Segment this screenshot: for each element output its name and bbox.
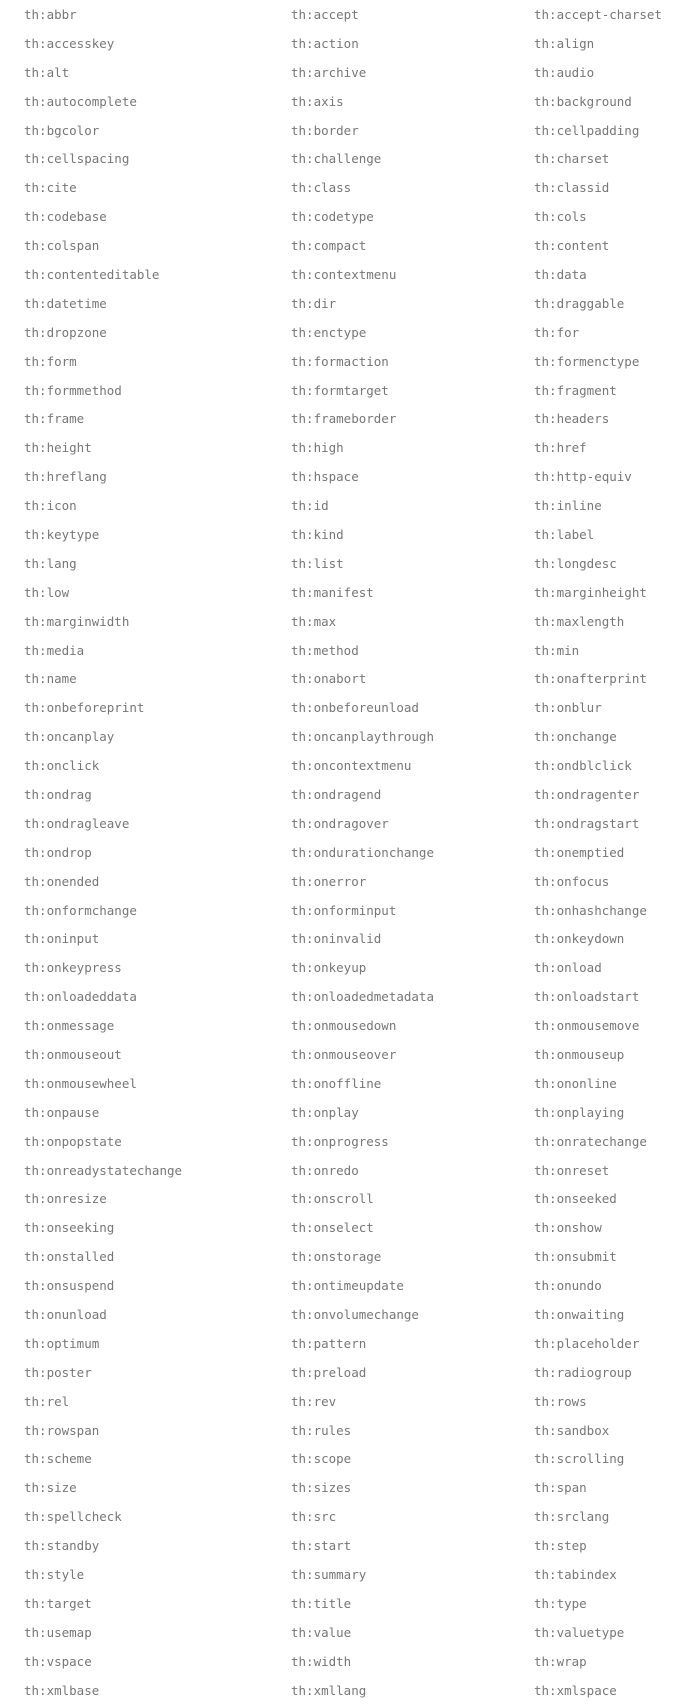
attribute-name: th:onoffline [291,1075,382,1091]
attribute-name: th:onbeforeunload [291,700,419,716]
table-row [0,1156,682,1185]
table-row [0,1242,682,1271]
table-row [0,867,682,896]
attribute-name: th:onload [534,960,602,976]
table-row [0,347,682,376]
attribute-name: th:low [24,584,70,600]
attribute-name: th:onplay [291,1104,359,1120]
attribute-name: th:rel [24,1393,70,1409]
attribute-name: th:onclick [24,758,100,774]
table-row [0,260,682,289]
attribute-name: th:onmessage [24,1018,115,1034]
attribute-name: th:manifest [291,584,374,600]
attribute-name: th:onkeyup [291,960,367,976]
table-row [0,1127,682,1156]
table-row [0,1300,682,1329]
table-row [0,693,682,722]
attribute-name: th:onforminput [291,902,397,918]
table-row [0,1040,682,1069]
table-row [0,1185,682,1214]
attribute-name: th:onundo [534,1278,602,1294]
attribute-name: th:onpause [24,1104,100,1120]
attribute-name: th:http-equiv [534,469,632,485]
attribute-name: th:background [534,93,632,109]
attribute-name: th:xmlspace [534,1682,617,1698]
attribute-name: th:oninput [24,931,100,947]
table-row [0,982,682,1011]
attribute-name: th:scope [291,1451,352,1467]
attribute-name: th:poster [24,1364,92,1380]
attribute-name: th:valuetype [534,1624,625,1640]
table-row [0,607,682,636]
attribute-name: th:ononline [534,1075,617,1091]
attribute-name: th:width [291,1653,352,1669]
table-row [0,1358,682,1387]
attribute-name: th:cols [534,209,587,225]
attribute-name: th:onkeypress [24,960,122,976]
attribute-name: th:draggable [534,295,625,311]
table-row [0,202,682,231]
attribute-name: th:onsuspend [24,1278,115,1294]
attribute-name: th:marginwidth [24,613,130,629]
table-row [0,404,682,433]
attribute-name: th:wrap [534,1653,587,1669]
attribute-name: th:ondblclick [534,758,632,774]
attribute-name: th:onstalled [24,1249,115,1265]
attribute-name: th:optimum [24,1335,100,1351]
attribute-name: th:list [291,555,344,571]
attribute-name: th:target [24,1595,92,1611]
table-row [0,462,682,491]
attribute-name: th:vspace [24,1653,92,1669]
table-row [0,1502,682,1531]
attribute-name: th:onloadstart [534,989,640,1005]
attribute-name: th:onsubmit [534,1249,617,1265]
attribute-name: th:oninvalid [291,931,382,947]
attribute-name: th:tabindex [534,1567,617,1583]
table-row [0,1271,682,1300]
table-row [0,1473,682,1502]
attribute-name: th:size [24,1480,77,1496]
attribute-name: th:rowspan [24,1422,100,1438]
attribute-name: th:oncanplaythrough [291,729,434,745]
table-row [0,58,682,87]
attribute-name: th:id [291,498,329,514]
attribute-name: th:max [291,613,337,629]
attribute-name: th:xmllang [291,1682,367,1698]
attribute-name: th:title [291,1595,352,1611]
attribute-name: th:onstorage [291,1249,382,1265]
table-row [0,578,682,607]
attribute-name: th:kind [291,526,344,542]
attribute-name: th:alt [24,64,70,80]
attribute-name: th:radiogroup [534,1364,632,1380]
table-row [0,1676,682,1705]
table-row [0,318,682,347]
attribute-name: th:onscroll [291,1191,374,1207]
table-row [0,636,682,665]
attribute-name: th:marginheight [534,584,647,600]
attribute-name: th:onseeked [534,1191,617,1207]
attribute-name: th:contenteditable [24,266,160,282]
table-row [0,144,682,173]
attribute-name: th:xmlbase [24,1682,100,1698]
attribute-name: th:onbeforeprint [24,700,145,716]
attribute-name: th:onemptied [534,844,625,860]
attribute-name: th:datetime [24,295,107,311]
attribute-name: th:onloadedmetadata [291,989,434,1005]
table-row [0,1531,682,1560]
attribute-name: th:onblur [534,700,602,716]
table-row [0,838,682,867]
attribute-name: th:content [534,238,610,254]
table-row [0,1069,682,1098]
attribute-name: th:value [291,1624,352,1640]
attribute-name: th:style [24,1567,85,1583]
table-row [0,0,682,29]
attribute-name: th:keytype [24,526,100,542]
attribute-name: th:onfocus [534,873,610,889]
table-row [0,664,682,693]
attribute-name: th:rev [291,1393,337,1409]
attribute-name: th:form [24,353,77,369]
attribute-name: th:formtarget [291,382,389,398]
attribute-name: th:method [291,642,359,658]
attribute-name: th:ondragend [291,786,382,802]
attribute-name: th:ondrop [24,844,92,860]
table-row [0,231,682,260]
table-row [0,376,682,405]
attribute-name: th:axis [291,93,344,109]
attribute-name: th:data [534,266,587,282]
attribute-name: th:onresize [24,1191,107,1207]
attribute-name: th:cellspacing [24,151,130,167]
attribute-name: th:onabort [291,671,367,687]
attribute-name: th:icon [24,498,77,514]
table-row [0,1647,682,1676]
attribute-name: th:ondrag [24,786,92,802]
attribute-name: th:ondragenter [534,786,640,802]
table-row [0,433,682,462]
attribute-name: th:frame [24,411,85,427]
table-row [0,1098,682,1127]
attribute-name: th:formenctype [534,353,640,369]
table-row [0,1560,682,1589]
attribute-name: th:dropzone [24,324,107,340]
attribute-name: th:onended [24,873,100,889]
attribute-name: th:start [291,1538,352,1554]
attribute-name: th:onmouseover [291,1047,397,1062]
attribute-name: th:cite [24,180,77,196]
attribute-name: th:onunload [24,1307,107,1323]
table-row [0,809,682,838]
attribute-name: th:charset [534,151,610,167]
attribute-name: th:contextmenu [291,266,397,282]
attribute-name: th:dir [291,295,337,311]
attribute-name: th:onmousemove [534,1018,640,1034]
attribute-name: th:accept-charset [534,6,662,22]
attribute-name: th:challenge [291,151,382,167]
attribute-name: th:formaction [291,353,389,369]
attribute-name: th:min [534,642,580,658]
attribute-name: th:name [24,671,77,687]
attribute-name: th:onplaying [534,1104,625,1120]
attribute-name: th:maxlength [534,613,625,629]
attribute-name: th:type [534,1595,587,1611]
table-row [0,87,682,116]
attribute-name: th:step [534,1538,587,1554]
attribute-name: th:height [24,440,92,456]
attribute-name: th:summary [291,1567,367,1583]
attribute-name: th:href [534,440,587,456]
attribute-name: th:sandbox [534,1422,610,1438]
attribute-name: th:label [534,526,595,542]
attribute-name: th:autocomplete [24,93,137,109]
table-row [0,549,682,578]
attribute-name: th:longdesc [534,555,617,571]
table-row [0,780,682,809]
attribute-name: th:media [24,642,85,658]
attribute-name: th:abbr [24,6,77,22]
attribute-name: th:archive [291,64,367,80]
table-row [0,116,682,145]
attribute-name: th:onkeydown [534,931,625,947]
table-row [0,925,682,954]
attribute-name: th:standby [24,1538,100,1554]
attribute-name: th:onmouseup [534,1047,625,1062]
attribute-name: th:for [534,324,580,340]
table-row [0,1416,682,1445]
attribute-name: th:bgcolor [24,122,100,138]
attribute-name: th:ondragleave [24,815,130,831]
table-row [0,491,682,520]
attribute-name: th:hspace [291,469,359,485]
attribute-name: th:codebase [24,209,107,225]
attribute-name: th:formmethod [24,382,122,398]
attribute-name: th:hreflang [24,469,107,485]
attribute-name: th:onwaiting [534,1307,625,1323]
attribute-name: th:placeholder [534,1335,640,1351]
attribute-name: th:onreadystatechange [24,1162,183,1178]
attribute-name: th:class [291,180,352,196]
attribute-name: th:span [534,1480,587,1496]
table-row [0,289,682,318]
attribute-name: th:codetype [291,209,374,225]
attribute-name: th:inline [534,498,602,514]
attribute-name: th:compact [291,238,367,254]
attribute-name: th:onseeking [24,1220,115,1236]
attribute-name: th:accept [291,6,359,22]
attribute-name: th:preload [291,1364,367,1380]
attribute-name: th:onmouseout [24,1047,122,1062]
attribute-name: th:scheme [24,1451,92,1467]
attribute-name: th:usemap [24,1624,92,1640]
attribute-name: th:oncontextmenu [291,758,412,774]
table-row [0,1011,682,1040]
attribute-name: th:ontimeupdate [291,1278,404,1294]
attribute-name: th:oncanplay [24,729,115,745]
attribute-name: th:border [291,122,359,138]
attribute-name: th:rules [291,1422,352,1438]
attribute-name: th:headers [534,411,610,427]
attribute-name: th:src [291,1509,337,1525]
attribute-name: th:sizes [291,1480,352,1496]
attribute-name: th:high [291,440,344,456]
attribute-name: th:colspan [24,238,100,254]
attribute-name: th:onredo [291,1162,359,1178]
attribute-name: th:srclang [534,1509,610,1525]
attribute-name: th:classid [534,180,610,196]
attribute-name: th:spellcheck [24,1509,122,1525]
attribute-name: th:onchange [534,729,617,745]
attribute-name: th:onmousedown [291,1018,397,1034]
attribute-name: th:ondragover [291,815,389,831]
attribute-name: th:cellpadding [534,122,640,138]
table-row [0,896,682,925]
attribute-name: th:onshow [534,1220,602,1236]
table-row [0,953,682,982]
attribute-name: th:align [534,35,595,51]
table-row [0,520,682,549]
attribute-name: th:enctype [291,324,367,340]
attribute-name: th:lang [24,555,77,571]
attribute-name: th:accesskey [24,35,115,51]
attribute-name: th:action [291,35,359,51]
attribute-name: th:onselect [291,1220,374,1236]
attribute-name: th:frameborder [291,411,397,427]
attribute-name: th:fragment [534,382,617,398]
table-row [0,751,682,780]
attribute-name: th:onafterprint [534,671,647,687]
table-row [0,1618,682,1647]
attribute-name: th:onvolumechange [291,1307,419,1323]
attribute-name: th:audio [534,64,595,80]
table-row [0,29,682,58]
table-row [0,173,682,202]
attribute-name: th:onratechange [534,1133,647,1149]
table-row [0,1445,682,1474]
attribute-name: th:ondragstart [534,815,640,831]
attribute-name: th:onloadeddata [24,989,137,1005]
table-row [0,1387,682,1416]
attribute-name: th:pattern [291,1335,367,1351]
table-row [0,1213,682,1242]
attribute-name: th:onprogress [291,1133,389,1149]
attribute-name: th:onerror [291,873,367,889]
attribute-name: th:ondurationchange [291,844,434,860]
attribute-name: th:onreset [534,1162,610,1178]
attribute-name: th:onformchange [24,902,137,918]
attribute-name: th:onpopstate [24,1133,122,1149]
attribute-name: th:onhashchange [534,902,647,918]
table-row [0,1589,682,1618]
attribute-name: th:onmousewheel [24,1075,137,1091]
attribute-name: th:rows [534,1393,587,1409]
table-row [0,722,682,751]
attribute-name: th:scrolling [534,1451,625,1467]
table-row [0,1329,682,1358]
